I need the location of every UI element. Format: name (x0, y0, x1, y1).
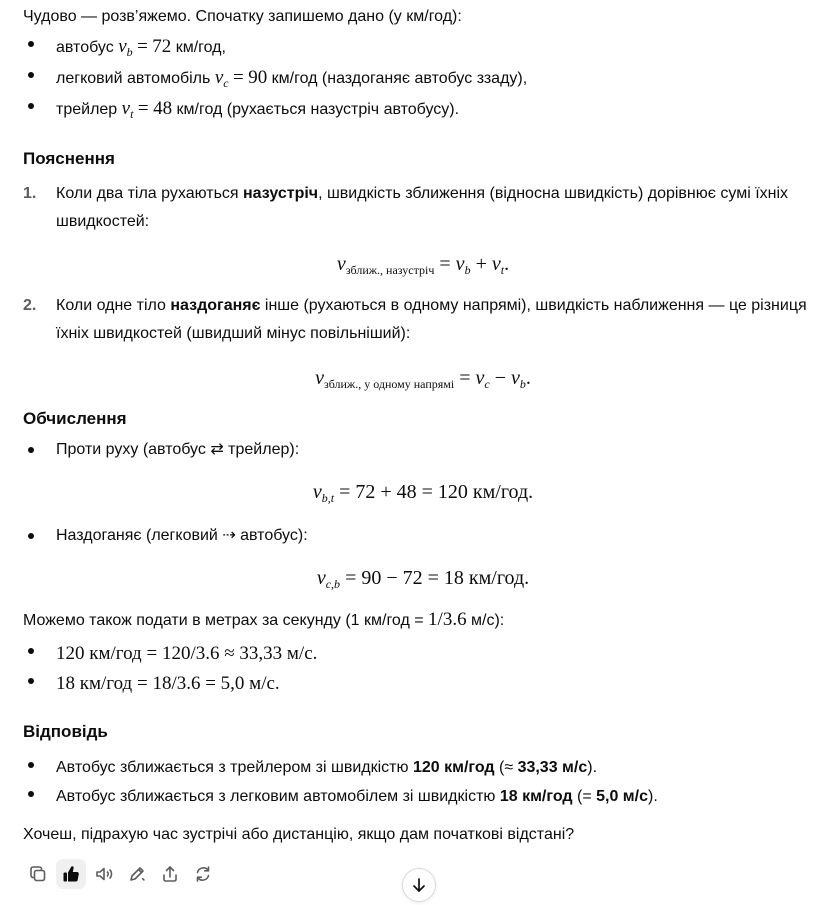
intro-text: Чудово — розв’яжемо. Спочатку запишемо дано (у км/год): (23, 8, 462, 25)
explanation-heading: Пояснення (23, 149, 115, 168)
read-aloud-button[interactable] (89, 859, 119, 889)
given-list (23, 32, 823, 125)
answer-list (23, 753, 823, 811)
scroll-down-button[interactable] (402, 868, 436, 902)
answer-item: Автобус зближається з трейлером зі швидкістю 120 км/год (≈ 33,33 м/с). (23, 753, 823, 782)
explanation-item-1: 1. Коли два тіла рухаються назустріч, швидкість зближення (відносна швидкість) дорівнює сумі їхніх швидкостей: $v_{зближ., назустріч} = v_b + v_t$. (23, 180, 823, 280)
share-icon (160, 864, 180, 884)
edit-button[interactable] (122, 859, 152, 889)
edit-icon (127, 864, 147, 884)
formula-approach-same-direction: $v_{зближ., у одному напрямі} = v_c - v_b$. (315, 367, 531, 391)
explanation-list (23, 180, 823, 394)
calculations-heading: Обчислення (23, 409, 127, 428)
given-item-bus: автобус $v_b = 72$ км/год, (23, 32, 823, 63)
given-item-trailer: трейлер $v_t = 48$ км/год (рухається назустріч автобусу). (23, 94, 823, 125)
answer-item: Автобус зближається з легковим автомобілем зі швидкістю 18 км/год (= 5,0 м/с). (23, 782, 823, 811)
copy-button[interactable] (23, 859, 53, 889)
formula-approach-opposite: $v_{зближ., назустріч} = v_b + v_t$. (336, 253, 510, 277)
regenerate-icon (193, 864, 213, 884)
conversion-item: 18 км/год = 18/3.6 = 5,0 м/с. (23, 669, 823, 699)
calc-formula-opposite: $v_{b,t} = 72 + 48 = 120$ км/год. (312, 481, 534, 505)
given-item-car: легковий автомобіль $v_c = 90$ км/год (наздоганяє автобус ззаду), (23, 63, 823, 94)
assistant-message (23, 6, 823, 847)
regenerate-button[interactable] (188, 859, 218, 889)
copy-icon (28, 864, 48, 884)
ms-intro: Можемо також подати в метрах за секунду (1 км/год = 1/3.6 м/с): (23, 609, 505, 630)
answer-heading: Відповідь (23, 722, 108, 741)
calc-item-opposite: Проти руху (автобус ⇄ трейлер): $v_{b,t} = 72 + 48 = 120$ км/год. (23, 438, 823, 506)
conversion-item: 120 км/год = 120/3.6 ≈ 33,33 м/с. (23, 639, 823, 669)
calc-item-overtake: Наздоганяє (легковий ⇢ автобус): $v_{c,b} = 90 - 72 = 18$ км/год. (23, 524, 823, 592)
calc-formula-overtake: $v_{c,b} = 90 - 72 = 18$ км/год. (316, 567, 530, 591)
calculations-list (23, 438, 823, 592)
conversion-list (23, 639, 823, 699)
followup-question: Хочеш, підрахую час зустрічі або дистанцію, якщо дам початкові відстані? (23, 826, 575, 843)
thumbs-up-button[interactable] (56, 859, 86, 889)
arrow-down-icon (410, 876, 428, 894)
message-actions (23, 858, 221, 890)
share-button[interactable] (155, 859, 185, 889)
explanation-item-2: 2. Коли одне тіло наздоганяє інше (рухаються в одному напрямі), швидкість наближення — це різниця їхніх швидкостей (швидший мінус повільніший): $v_{зближ., у одному напрямі} = v_c - v_b$. (23, 292, 823, 394)
read-aloud-icon (94, 864, 114, 884)
thumbs-up-icon (61, 864, 81, 884)
